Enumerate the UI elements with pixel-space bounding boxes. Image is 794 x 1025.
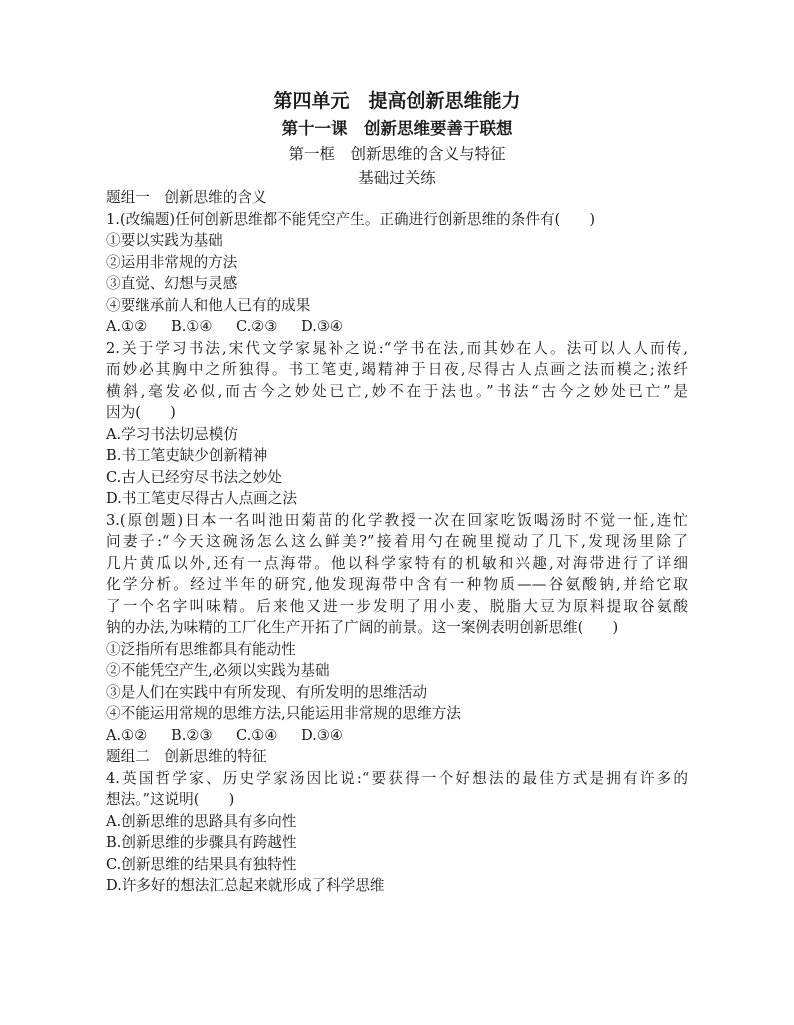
q3-stem-line: 化学分析。经过半年的研究,他发现海带中含有一种物质——谷氨酸钠,并给它取	[106, 576, 688, 593]
q3-stem-line: 钠的办法,为味精的工厂化生产开拓了广阔的前景。这一案例表明创新思维( )	[106, 619, 619, 636]
q1-item: ②运用非常规的方法	[106, 253, 238, 271]
q3-stem-line: 问妻子:“今天这碗汤怎么这么鲜美?”接着用勺在碗里搅动了几下,发现汤里除了	[106, 533, 688, 550]
q4-stem-line: 4.英国哲学家、历史学家汤因比说:“要获得一个好想法的最佳方式是拥有许多的	[106, 769, 688, 787]
q3-item: ②不能凭空产生,必须以实践为基础	[106, 662, 330, 679]
q3-option-b[interactable]: B.②③	[171, 726, 213, 744]
q2-option-b[interactable]: B.书工笔吏缺少创新精神	[106, 447, 268, 464]
q1-option-a[interactable]: A.①②	[106, 318, 148, 335]
frame-title: 第一框 创新思维的含义与特征	[288, 145, 506, 163]
q4-stem-line: 想法。”这说明( )	[106, 791, 235, 808]
q3-item: ①泛指所有思维都具有能动性	[106, 640, 296, 658]
title-block	[0, 86, 794, 190]
q1-options	[106, 316, 688, 338]
q1-item: ④要继承前人和他人已有的成果	[106, 296, 311, 314]
q4-option-a[interactable]: A.创新思维的思路具有多向性	[106, 812, 297, 830]
q1-stem: 1.(改编题)任何创新思维都不能凭空产生。正确进行创新思维的条件有( )	[106, 210, 596, 228]
q4-option-d[interactable]: D.许多好的想法汇总起来就形成了科学思维	[106, 877, 385, 894]
question-body	[106, 187, 688, 897]
q2-option-c[interactable]: C.古人已经穷尽书法之妙处	[106, 468, 282, 486]
q3-item: ④不能运用常规的思维方法,只能运用非常规的思维方法	[106, 705, 461, 722]
q2-option-d[interactable]: D.书工笔吏尽得古人点画之法	[106, 490, 297, 507]
q1-item: ③直觉、幻想与灵感	[106, 275, 238, 292]
q4-option-b[interactable]: B.创新思维的步骤具有跨越性	[106, 834, 297, 851]
q3-stem-line: 几片黄瓜以外,还有一点海带。他以科学家特有的机敏和兴趣,对海带进行了详细	[106, 554, 688, 572]
q1-option-b[interactable]: B.①④	[171, 318, 213, 335]
q3-options	[106, 725, 688, 747]
q3-option-d[interactable]: D.③④	[301, 726, 343, 744]
q2-stem-line: 而妙必其胸中之所独得。书工笔吏,竭精神于日夜,尽得古人点画之法而模之;浓纤	[106, 361, 688, 378]
group-title-1: 题组一 创新思维的含义	[106, 189, 267, 206]
q2-option-a[interactable]: A.学习书法切忌模仿	[106, 425, 238, 443]
section-title: 基础过关练	[358, 169, 436, 187]
lesson-title: 第十一课 创新思维要善于联想	[281, 119, 513, 138]
q3-option-a[interactable]: A.①②	[106, 726, 148, 744]
q3-stem-line: 3.(原创题)日本一名叫池田菊苗的化学教授一次在回家吃饭喝汤时不觉一怔,连忙	[106, 511, 688, 529]
q1-item: ①要以实践为基础	[106, 232, 223, 249]
q3-item: ③是人们在实践中有所发现、有所发明的思维活动	[106, 683, 428, 701]
q3-option-c[interactable]: C.①④	[236, 726, 278, 744]
q3-stem-line: 了一个名字叫味精。后来他又进一步发明了用小麦、脱脂大豆为原料提取谷氨酸	[106, 597, 688, 615]
group-title-2: 题组二 创新思维的特征	[106, 748, 267, 765]
q4-option-c[interactable]: C.创新思维的结果具有独特性	[106, 855, 297, 873]
q2-stem-line: 2.关于学习书法,宋代文学家晁补之说:“学书在法,而其妙在人。法可以人人而传,	[106, 339, 688, 357]
unit-title: 第四单元 提高创新思维能力	[273, 90, 521, 112]
q1-option-c[interactable]: C.②③	[236, 318, 278, 335]
q2-stem-line: 因为( )	[106, 404, 176, 421]
q1-option-d[interactable]: D.③④	[301, 318, 343, 335]
q2-stem-line: 横斜,毫发必似,而古今之妙处已亡,妙不在于法也。”书法“古今之妙处已亡”是	[106, 382, 688, 400]
